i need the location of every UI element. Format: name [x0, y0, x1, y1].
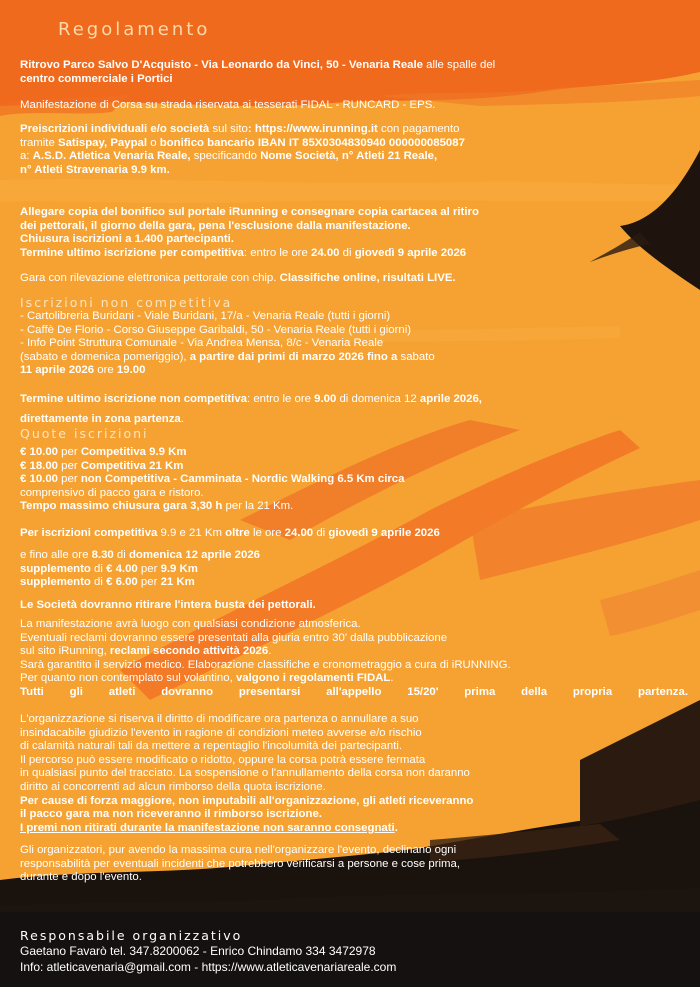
list-item: - Caffè De Florio - Corso Giuseppe Garibaldi, 50 - Venaria Reale (tutti i giorni): [20, 323, 412, 336]
list-item: - Cartolibreria Buridani - Viale Buridani, 17/a - Venaria Reale (tutti i giorni): [20, 310, 391, 322]
manifestazione-text: Manifestazione di Corsa su strada riservata ai tesserati FIDAL - RUNCARD - EPS.: [20, 99, 436, 111]
ritrovo-address: Ritrovo Parco Salvo D'Acquisto - Via Leonardo da Vinci, 50 - Venaria Reale: [20, 59, 423, 71]
gara-text: Gara con rilevazione elettronica pettorale con chip. Classifiche online, risultati LIVE.: [20, 272, 456, 284]
allegare-block: Allegare copia del bonifico sul portale iRunning e consegnare copia cartacea al ritiro dei pettorali, il giorno della gara, pena l'esclusione dalla manifestazione. Chiusura iscrizioni a 1.400 partecipanti. Termine ultimo iscrizione per competitiva: entro le ore 24.00 di giovedì 9 aprile 2026: [20, 206, 479, 259]
contact-phones: Gaetano Favarò tel. 347.8200062 - Enrico Chindamo 334 3472978: [20, 944, 376, 958]
section-heading-quote: Quote iscrizioni: [20, 426, 149, 441]
iban-text: bonifico bancario IBAN IT 85X0304830940 000000085087: [159, 136, 465, 149]
preiscrizioni-block: Preiscrizioni individuali e/o società sul sito: https://www.irunning.it con pagamento tramite Satispay, Paypal o bonifico bancario IBAN IT 85X0304830940 000000085087 a: A.S.D. Atletica Venaria Reale, specificando Nome Società, n° Atleti 21 Reale, n° Atleti Stravenaria 9.9 km.: [20, 123, 465, 176]
irunning-link[interactable]: : https://www.irunning.it: [247, 123, 378, 135]
termine-noncompetitiva: Termine ultimo iscrizione non competitiva: entro le ore 9.00 di domenica 12 aprile 2026, direttamente in zona partenza.: [20, 393, 482, 425]
contact-email-web[interactable]: Info: atleticavenaria@gmail.com - https://www.atleticavenariareale.com: [20, 959, 397, 974]
organizzazione-block: L'organizzazione si riserva il diritto di modificare ora partenza o annullare a suo insindacabile giudizio l'evento in ragione di condizioni meteo avverse e/o rischio di calamità naturali tali da mettere a repentaglio l'incolumità dei partecipanti. Il percorso può essere modificato o ridotto, oppure la corsa potrà essere fermata in qualsiasi punto del tracciato. La sospensione o l'annullamento della corsa non daranno diritto ai concorrenti ad alcun rimborso della quota iscrizione. Per cause di forza maggiore, non imputabili all'organizzazione, gli atleti riceveranno il pacco gara ma non riceveranno il rimborso iscrizione. I premi non ritirati durante la manifestazione non saranno consegnati.: [20, 713, 474, 834]
page-title: Regolamento: [58, 19, 211, 40]
societa-text: Le Società dovranno ritirare l'intera busta dei pettorali.: [20, 599, 316, 611]
list-item: - Info Point Struttura Comunale - Via Andrea Mensa, 8/c - Venaria Reale: [20, 337, 384, 350]
condizioni-block: La manifestazione avrà luogo con qualsiasi condizione atmosferica. Eventuali reclami dovranno essere presentati alla giuria entro 30' dalla pubblicazione sul sito iRunning, reclami secondo attività 2026. Sarà garantito il servizio medico. Elaborazione classifiche e cronometraggio a cura di iRUNNING. Per quanto non contemplato sul volantino, valgono i regolamenti FIDAL. Tutti gli atleti dovranno presentarsi all'appello 15/20' prima della propria partenza.: [20, 618, 688, 698]
footer-contacts: [20, 944, 396, 975]
footer-heading: Responsabile organizzativo: [20, 928, 243, 943]
section-heading-noncompetitiva: Iscrizioni non competitiva: [20, 295, 233, 310]
supplemento-block: Per iscrizioni competitiva 9.9 e 21 Km oltre le ore 24.00 di giovedì 9 aprile 2026 e fino alle ore 8.30 di domenica 12 aprile 2026 supplemento di € 4.00 per 9.9 Km supplemento di € 6.00 per 21 Km: [20, 527, 440, 589]
noncompetitiva-list: - Cartolibreria Buridani - Viale Buridani, 17/a - Venaria Reale (tutti i giorni) - Caffè De Florio - Corso Giuseppe Garibaldi, 50 - Venaria Reale (tutti i giorni) - Info Point Struttura Comunale - Via Andrea Mensa, 8/c - Venaria Reale (sabato e domenica pomeriggio), a partire dai primi di marzo 2026 fino a sabato 11 aprile 2026 ore 19.00: [20, 310, 688, 378]
quote-list: € 10.00 per Competitiva 9.9 Km € 18.00 per Competitiva 21 Km € 10.00 per non Competitiva - Camminata - Nordic Walking 6.5 Km circa comprensivo di pacco gara e ristoro. Tempo massimo chiusura gara 3,30 h per la 21 Km.: [20, 446, 405, 513]
organizzatori-block: Gli organizzatori, pur avendo la massima cura nell'organizzare l'evento, declinano ogni responsabilità per eventuali incidenti che potrebbero verificarsi a persone e cose prima, durante e dopo l'evento.: [20, 844, 461, 884]
ritrovo-block: Ritrovo Parco Salvo D'Acquisto - Via Leonardo da Vinci, 50 - Venaria Reale alle spalle del centro commerciale i Portici: [20, 59, 496, 85]
